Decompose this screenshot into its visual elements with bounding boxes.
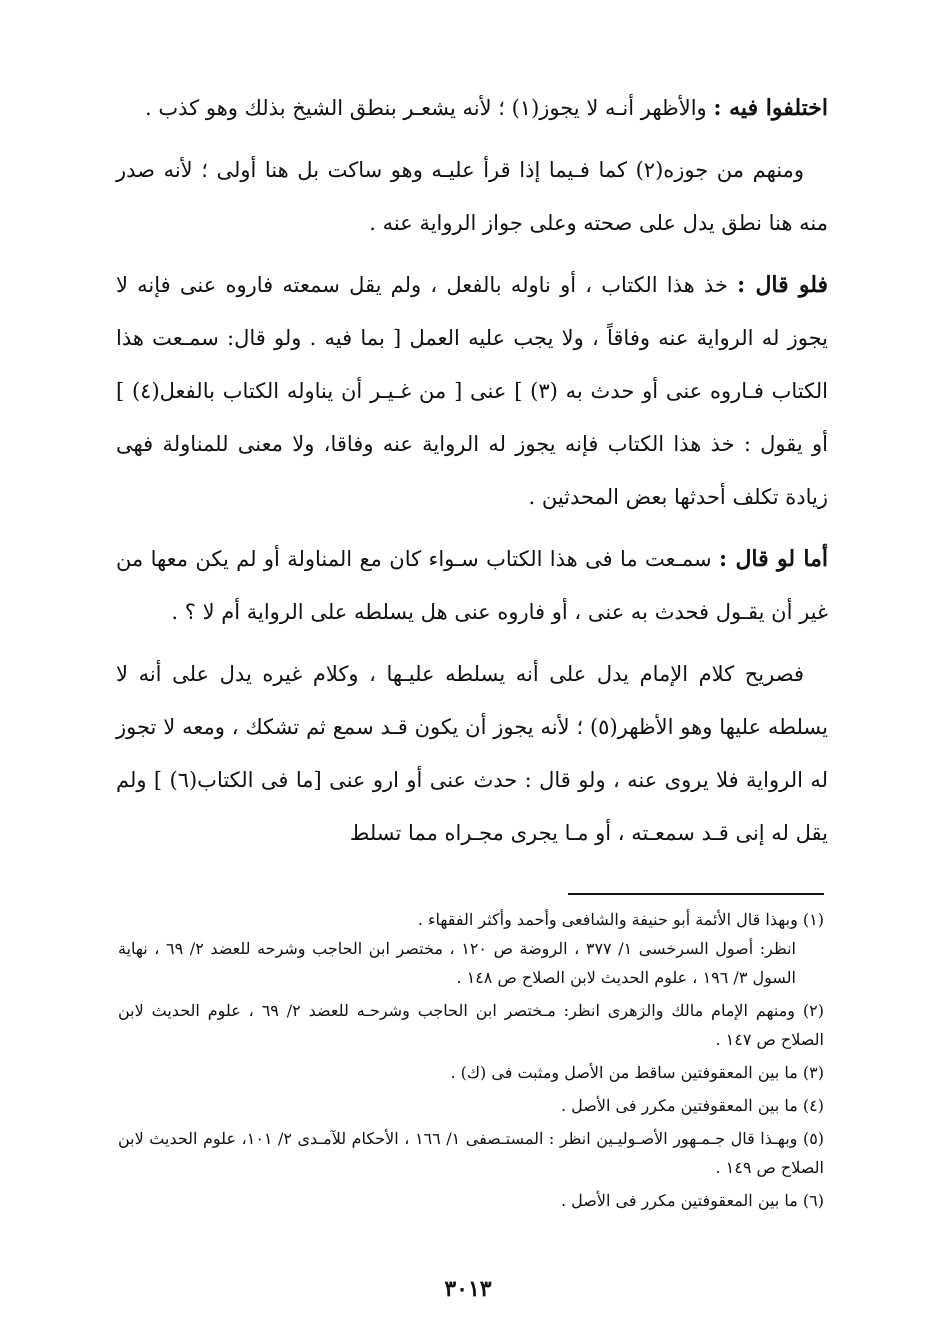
paragraph-text: سمـعت ما فى هذا الكتاب سـواء كان مع المناولة أو لم يكن معها من غير أن يقـول فحدث به عنى ، أو فاروه عنى هل يسلطه على الرواية أم لا ؟ . xyxy=(116,547,828,624)
footnote-text: وبهذا قال الأئمة أبو حنيفة والشافعى وأحمد وأكثر الفقهاء . xyxy=(417,910,798,929)
paragraph-text: والأظهر أنـه لا يجوز(١) ؛ لأنه يشعـر بنطق الشيخ بذلك وهو كذب . xyxy=(145,96,714,120)
footnote-number: (٥) xyxy=(802,1129,825,1148)
footnote-2 xyxy=(118,996,824,1054)
footnote-4 xyxy=(118,1091,824,1120)
footnote-number: (٢) xyxy=(802,1001,824,1020)
footnote-5 xyxy=(118,1124,824,1182)
paragraph-5 xyxy=(116,648,828,860)
footnotes xyxy=(118,905,824,1219)
paragraph-4 xyxy=(116,533,828,639)
footnote-1 xyxy=(118,905,824,992)
paragraph-lead: فلو قال : xyxy=(737,272,829,298)
footnote-continuation: انظر: أصول السرخسى ١/ ٣٧٧ ، الروضة ص ١٢٠ ، مختصر ابن الحاجب وشرحه للعضد ٢/ ٦٩ ، نهاية السول ٣/ ١٩٦ ، علوم الحديث لابن الصلاح ص ١٤٨ . xyxy=(118,939,796,987)
paragraph-text: ومنهم من جوزه(٢) كما فـيما إذا قرأ عليـه وهو ساكت بل هنا أولى ؛ لأنه صدر منه هنا نطق يدل على صحته وعلى جواز الرواية عنه . xyxy=(116,158,828,235)
footnote-text: وبهـذا قال جـمـهور الأصـوليـين انظر : المستـصفى ١/ ١٦٦ ، الأحكام للآمـدى ٢/ ١٠١، علوم الحديث لابن الصلاح ص ١٤٩ . xyxy=(118,1129,824,1177)
paragraph-text: خذ هذا الكتاب ، أو ناوله بالفعل ، ولم يقل سمعته فاروه عنى فإنه لا يجوز له الرواية عنه وفاقاً ، ولا يجب عليه العمل [ بما فيه . ولو قال: سمـعت هذا الكتاب فـاروه عنى أو حدث به (٣) ] عنى [ من غـيـر أن يناوله الكتاب بالفعل(٤) ] أو يقول : خذ هذا الكتاب فإنه يجوز له الرواية عنه وفاقا، ولا معنى للمناولة فهى زيادة تكلف أحدثها بعض المحدثين . xyxy=(116,273,828,509)
paragraph-lead: اختلفوا فيه : xyxy=(713,95,828,121)
paragraph-2 xyxy=(116,144,828,250)
footnote-number: (١) xyxy=(802,910,824,929)
footnote-text: ما بين المعقوفتين مكرر فى الأصل . xyxy=(560,1191,798,1210)
footnote-text: ومنهم الإمام مالك والزهرى انظر: مـختصر ابن الحاجب وشرحـه للعضد ٢/ ٦٩ ، علوم الحديث لابن الصلاح ص ١٤٧ . xyxy=(118,1001,824,1049)
paragraph-lead: أما لو قال : xyxy=(718,546,828,572)
footnote-number: (٤) xyxy=(802,1096,824,1115)
footnote-text: ما بين المعقوفتين مكرر فى الأصل . xyxy=(560,1096,798,1115)
footnote-number: (٣) xyxy=(802,1063,824,1082)
footnote-text: ما بين المعقوفتين ساقط من الأصل ومثبت فى (ك) . xyxy=(450,1063,798,1082)
main-text xyxy=(116,82,828,869)
paragraph-1 xyxy=(116,82,828,135)
page-number: ٣٠١٣ xyxy=(444,1276,492,1302)
footnote-divider xyxy=(568,893,824,895)
footnote-6 xyxy=(118,1186,824,1215)
footnote-3 xyxy=(118,1058,824,1087)
paragraph-text: فصريح كلام الإمام يدل على أنه يسلطه عليـها ، وكلام غيره يدل على أنه لا يسلطه عليها وهو الأظهر(٥) ؛ لأنه يجوز أن يكون قـد سمع ثم تشكك ، ومعه لا تجوز له الرواية فلا يروى عنه ، ولو قال : حدث عنى أو ارو عنى [ما فى الكتاب(٦) ] ولم يقل له إنى قـد سمعـته ، أو مـا يجرى مجـراه مما تسلط xyxy=(116,662,828,845)
footnote-number: (٦) xyxy=(802,1191,824,1210)
paragraph-3 xyxy=(116,259,828,524)
